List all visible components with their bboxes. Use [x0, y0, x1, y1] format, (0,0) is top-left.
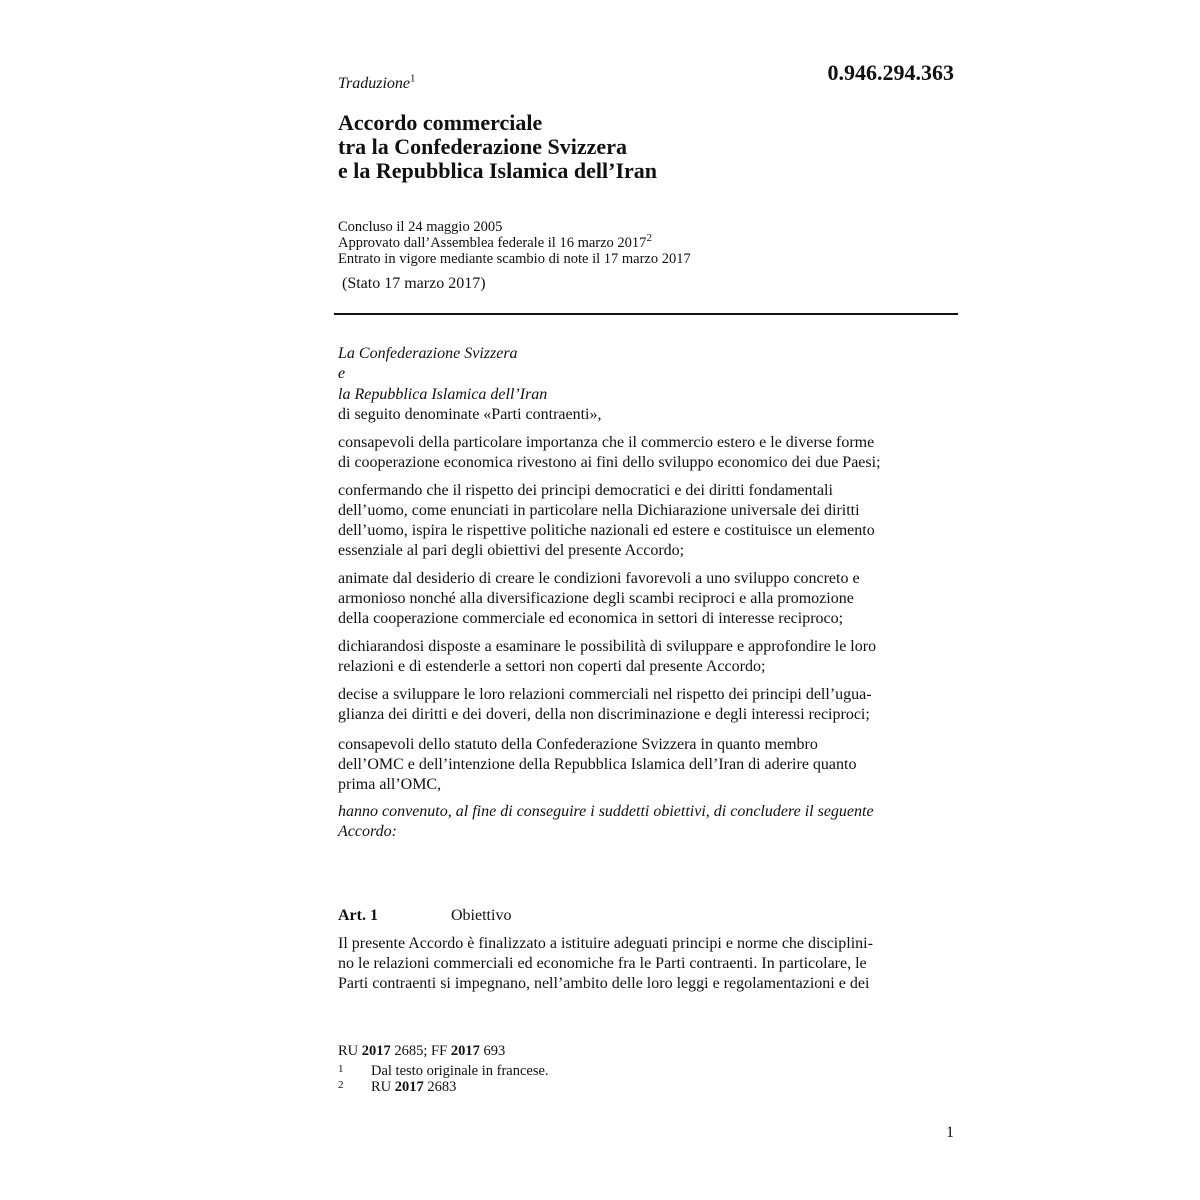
article-heading: [338, 906, 511, 926]
footnote-mark: 2: [646, 232, 652, 245]
title-line: e la Repubblica Islamica dell’Iran: [338, 158, 658, 183]
footnote-text: RU: [371, 1079, 395, 1095]
preamble-line: glianza dei diritti e dei doveri, della non discriminazione e degli interessi reciproci;: [338, 706, 870, 723]
preamble-line: prima all’OMC,: [338, 776, 442, 793]
ref-ru-page: 2685; FF: [390, 1043, 451, 1059]
translation-note: [338, 72, 416, 93]
in-force-date: Entrato in vigore mediante scambio di note il 17 marzo 2017: [338, 251, 691, 267]
document-number: 0.946.294.363: [827, 60, 954, 85]
party-two: la Repubblica Islamica dell’Iran: [338, 386, 548, 403]
footnote-number: 1: [338, 1063, 344, 1075]
article-text-line: Il presente Accordo è finalizzato a istituire adeguati principi e norme che disciplini-: [338, 935, 873, 952]
translation-label: Traduzione: [338, 75, 411, 92]
article-title: Obiettivo: [451, 907, 512, 924]
title-line: tra la Confederazione Svizzera: [338, 134, 627, 159]
approved-date: [338, 232, 958, 251]
article-number: Art. 1: [338, 907, 378, 924]
ref-ff-page: 693: [479, 1043, 506, 1059]
document-dates: [338, 219, 958, 267]
concluded-date: Concluso il 24 maggio 2005: [338, 219, 503, 235]
preamble-line: dell’OMC e dell’intenzione della Repubblica Islamica dell’Iran di aderire quanto: [338, 756, 857, 773]
party-one: La Confederazione Svizzera: [338, 345, 518, 362]
preamble-line: decise a sviluppare le loro relazioni commerciali nel rispetto dei principi dell’ugua-: [338, 686, 872, 703]
footnote-1: [338, 1063, 549, 1079]
preamble-line: dichiarandosi disposte a esaminare le possibilità di sviluppare e approfondire le loro: [338, 638, 877, 655]
party-conjunction: e: [338, 365, 346, 382]
title-line: Accordo commerciale: [338, 110, 543, 135]
ref-ru-year: 2017: [361, 1043, 391, 1059]
party-designation: di seguito denominate «Parti contraenti»,: [338, 406, 602, 423]
footnote-2: [338, 1079, 456, 1095]
preamble-line: consapevoli della particolare importanza che il commercio estero e le diverse forme: [338, 434, 875, 451]
article-text-line: Parti contraenti si impegnano, nell’ambito delle loro leggi e regolamentazioni e dei: [338, 975, 870, 992]
article-text-line: no le relazioni commerciali ed economiche fra le Parti contraenti. In particolare, le: [338, 955, 867, 972]
footnote-number: 2: [338, 1079, 344, 1091]
ref-ff-year: 2017: [450, 1043, 480, 1059]
footnote-mark: 1: [410, 72, 416, 85]
preamble-line: armonioso nonché alla diversificazione degli scambi reciproci e alla promozione: [338, 590, 854, 607]
ref-ru-label: RU: [338, 1043, 362, 1059]
status-date: (Stato 17 marzo 2017): [342, 275, 486, 292]
footnote-page: 2683: [423, 1079, 457, 1095]
preamble-line: confermando che il rispetto dei principi democratici e dei diritti fondamentali: [338, 482, 833, 499]
footnote-text: Dal testo originale in francese.: [371, 1063, 549, 1079]
preamble-line: animate dal desiderio di creare le condizioni favorevoli a uno sviluppo concreto e: [338, 570, 860, 587]
preamble-line: dell’uomo, come enunciati in particolare nella Dichiarazione universale dei diritti: [338, 502, 860, 519]
preamble-closing: hanno convenuto, al fine di conseguire i suddetti obiettivi, di concludere il seguente: [338, 803, 874, 820]
preamble-line: relazioni e di estenderle a settori non coperti dal presente Accordo;: [338, 658, 766, 675]
preamble-closing: Accordo:: [338, 823, 397, 840]
document-title: [338, 111, 958, 183]
preamble-line: dell’uomo, ispira le rispettive politiche nazionali ed estere e costituisce un elemento: [338, 522, 875, 539]
preamble-line: essenziale al pari degli obiettivi del presente Accordo;: [338, 542, 685, 559]
footnote-year: 2017: [394, 1079, 424, 1095]
approved-text: Approvato dall’Assemblea federale il 16 marzo 2017: [338, 235, 647, 251]
preamble-line: di cooperazione economica rivestono ai fini dello sviluppo economico dei due Paesi;: [338, 454, 881, 471]
page-number: 1: [946, 1124, 954, 1141]
official-references: [338, 1043, 505, 1059]
preamble-line: consapevoli dello statuto della Confederazione Svizzera in quanto membro: [338, 736, 818, 753]
preamble-line: della cooperazione commerciale ed economica in settori di interesse reciproco;: [338, 610, 844, 627]
header-divider: [334, 313, 958, 315]
